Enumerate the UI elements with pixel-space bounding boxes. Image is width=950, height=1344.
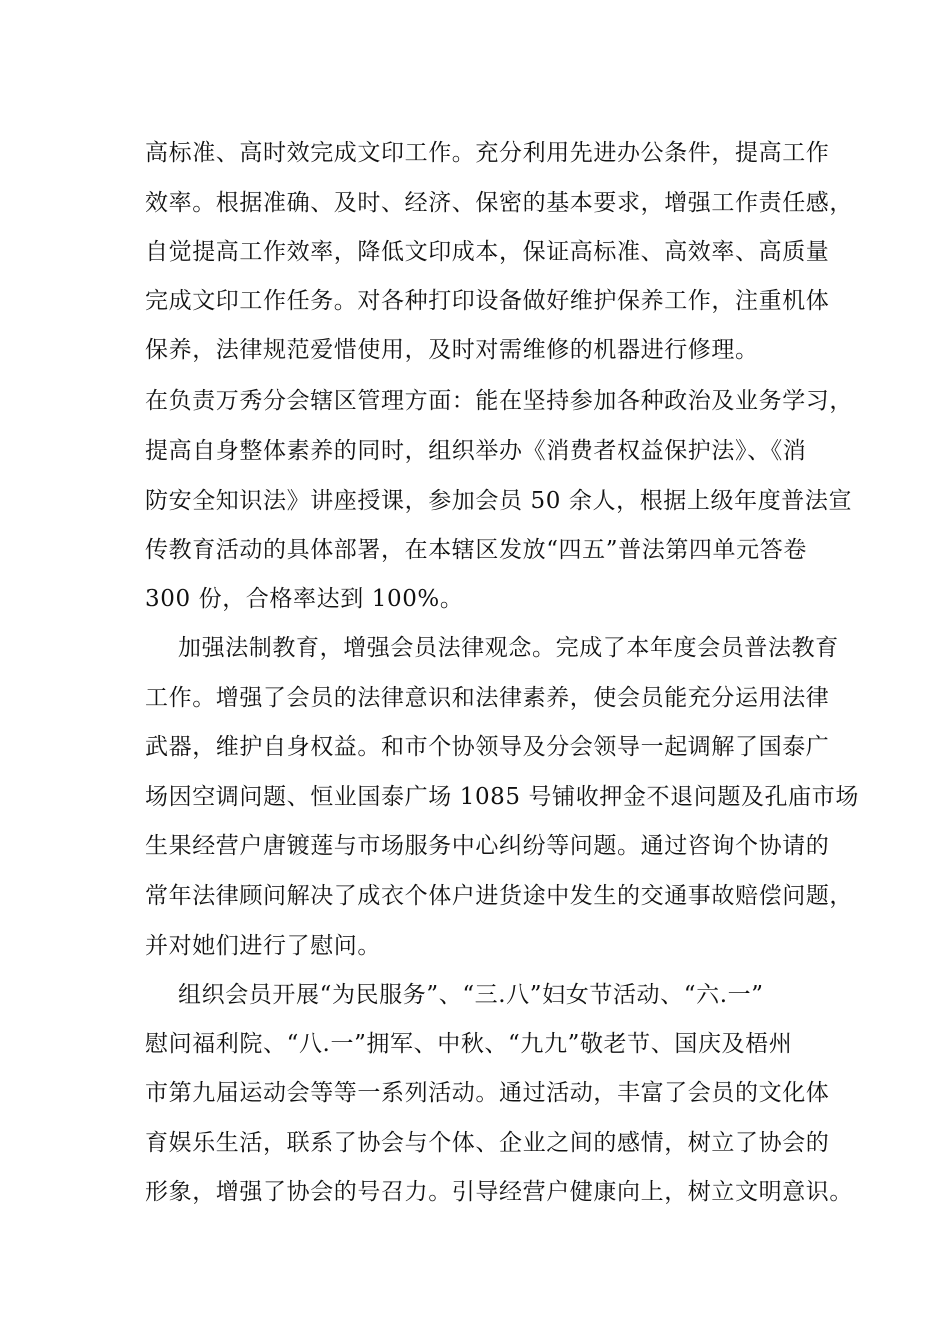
paragraph-3-line-3: 武器，维护自身权益。和市个协领导及分会领导一起调解了国泰广 [145,734,830,760]
paragraph-4-line-5: 形象，增强了协会的号召力。引导经营户健康向上，树立文明意识。 [145,1179,853,1205]
paragraph-1-line-5: 保养，法律规范爱惜使用，及时对需维修的机器进行修理。 [145,337,759,363]
paragraph-3-line-4: 场因空调问题、恒业国泰广场 1085 号铺收押金不退问题及孔庙市场 [145,784,859,810]
paragraph-2-line-3: 防安全知识法》讲座授课，参加会员 50 余人，根据上级年度普法宣 [145,488,853,514]
paragraph-3-line-6: 常年法律顾问解决了成衣个体户进货途中发生的交通事故赔偿问题， [145,883,853,909]
paragraph-2-line-5: 300 份，合格率达到 100%。 [145,586,464,612]
paragraph-2-line-1: 在负责万秀分会辖区管理方面：能在坚持参加各种政治及业务学习， [145,388,853,414]
paragraph-1-line-2: 效率。根据准确、及时、经济、保密的基本要求，增强工作责任感， [145,190,853,216]
paragraph-2-line-2: 提高自身整体素养的同时，组织举办《消费者权益保护法》、《消 [145,438,807,464]
paragraph-1-line-1: 高标准、高时效完成文印工作。充分利用先进办公条件，提高工作 [145,140,830,166]
paragraph-3-line-5: 生果经营户唐镀莲与市场服务中心纠纷等问题。通过咨询个协请的 [145,833,830,859]
paragraph-3-line-2: 工作。增强了会员的法律意识和法律素养，使会员能充分运用法律 [145,685,830,711]
paragraph-1-line-3: 自觉提高工作效率，降低文印成本，保证高标准、高效率、高质量 [145,239,830,265]
paragraph-4-line-4: 育娱乐生活，联系了协会与个体、企业之间的感情，树立了协会的 [145,1130,830,1156]
paragraph-2-line-4: 传教育活动的具体部署，在本辖区发放“四五”普法第四单元答卷 [145,537,807,563]
paragraph-1-line-4: 完成文印工作任务。对各种打印设备做好维护保养工作，注重机体 [145,288,830,314]
paragraph-4-line-3: 市第九届运动会等等一系列活动。通过活动，丰富了会员的文化体 [145,1080,830,1106]
paragraph-4-line-2: 慰问福利院、“八.一”拥军、中秋、“九九”敬老节、国庆及梧州 [145,1031,793,1057]
paragraph-3-line-7: 并对她们进行了慰问。 [145,933,381,959]
paragraph-4-line-1: 组织会员开展“为民服务”、“三.八”妇女节活动、“六.一” [178,982,764,1008]
paragraph-3-line-1: 加强法制教育，增强会员法律观念。完成了本年度会员普法教育 [178,635,839,661]
